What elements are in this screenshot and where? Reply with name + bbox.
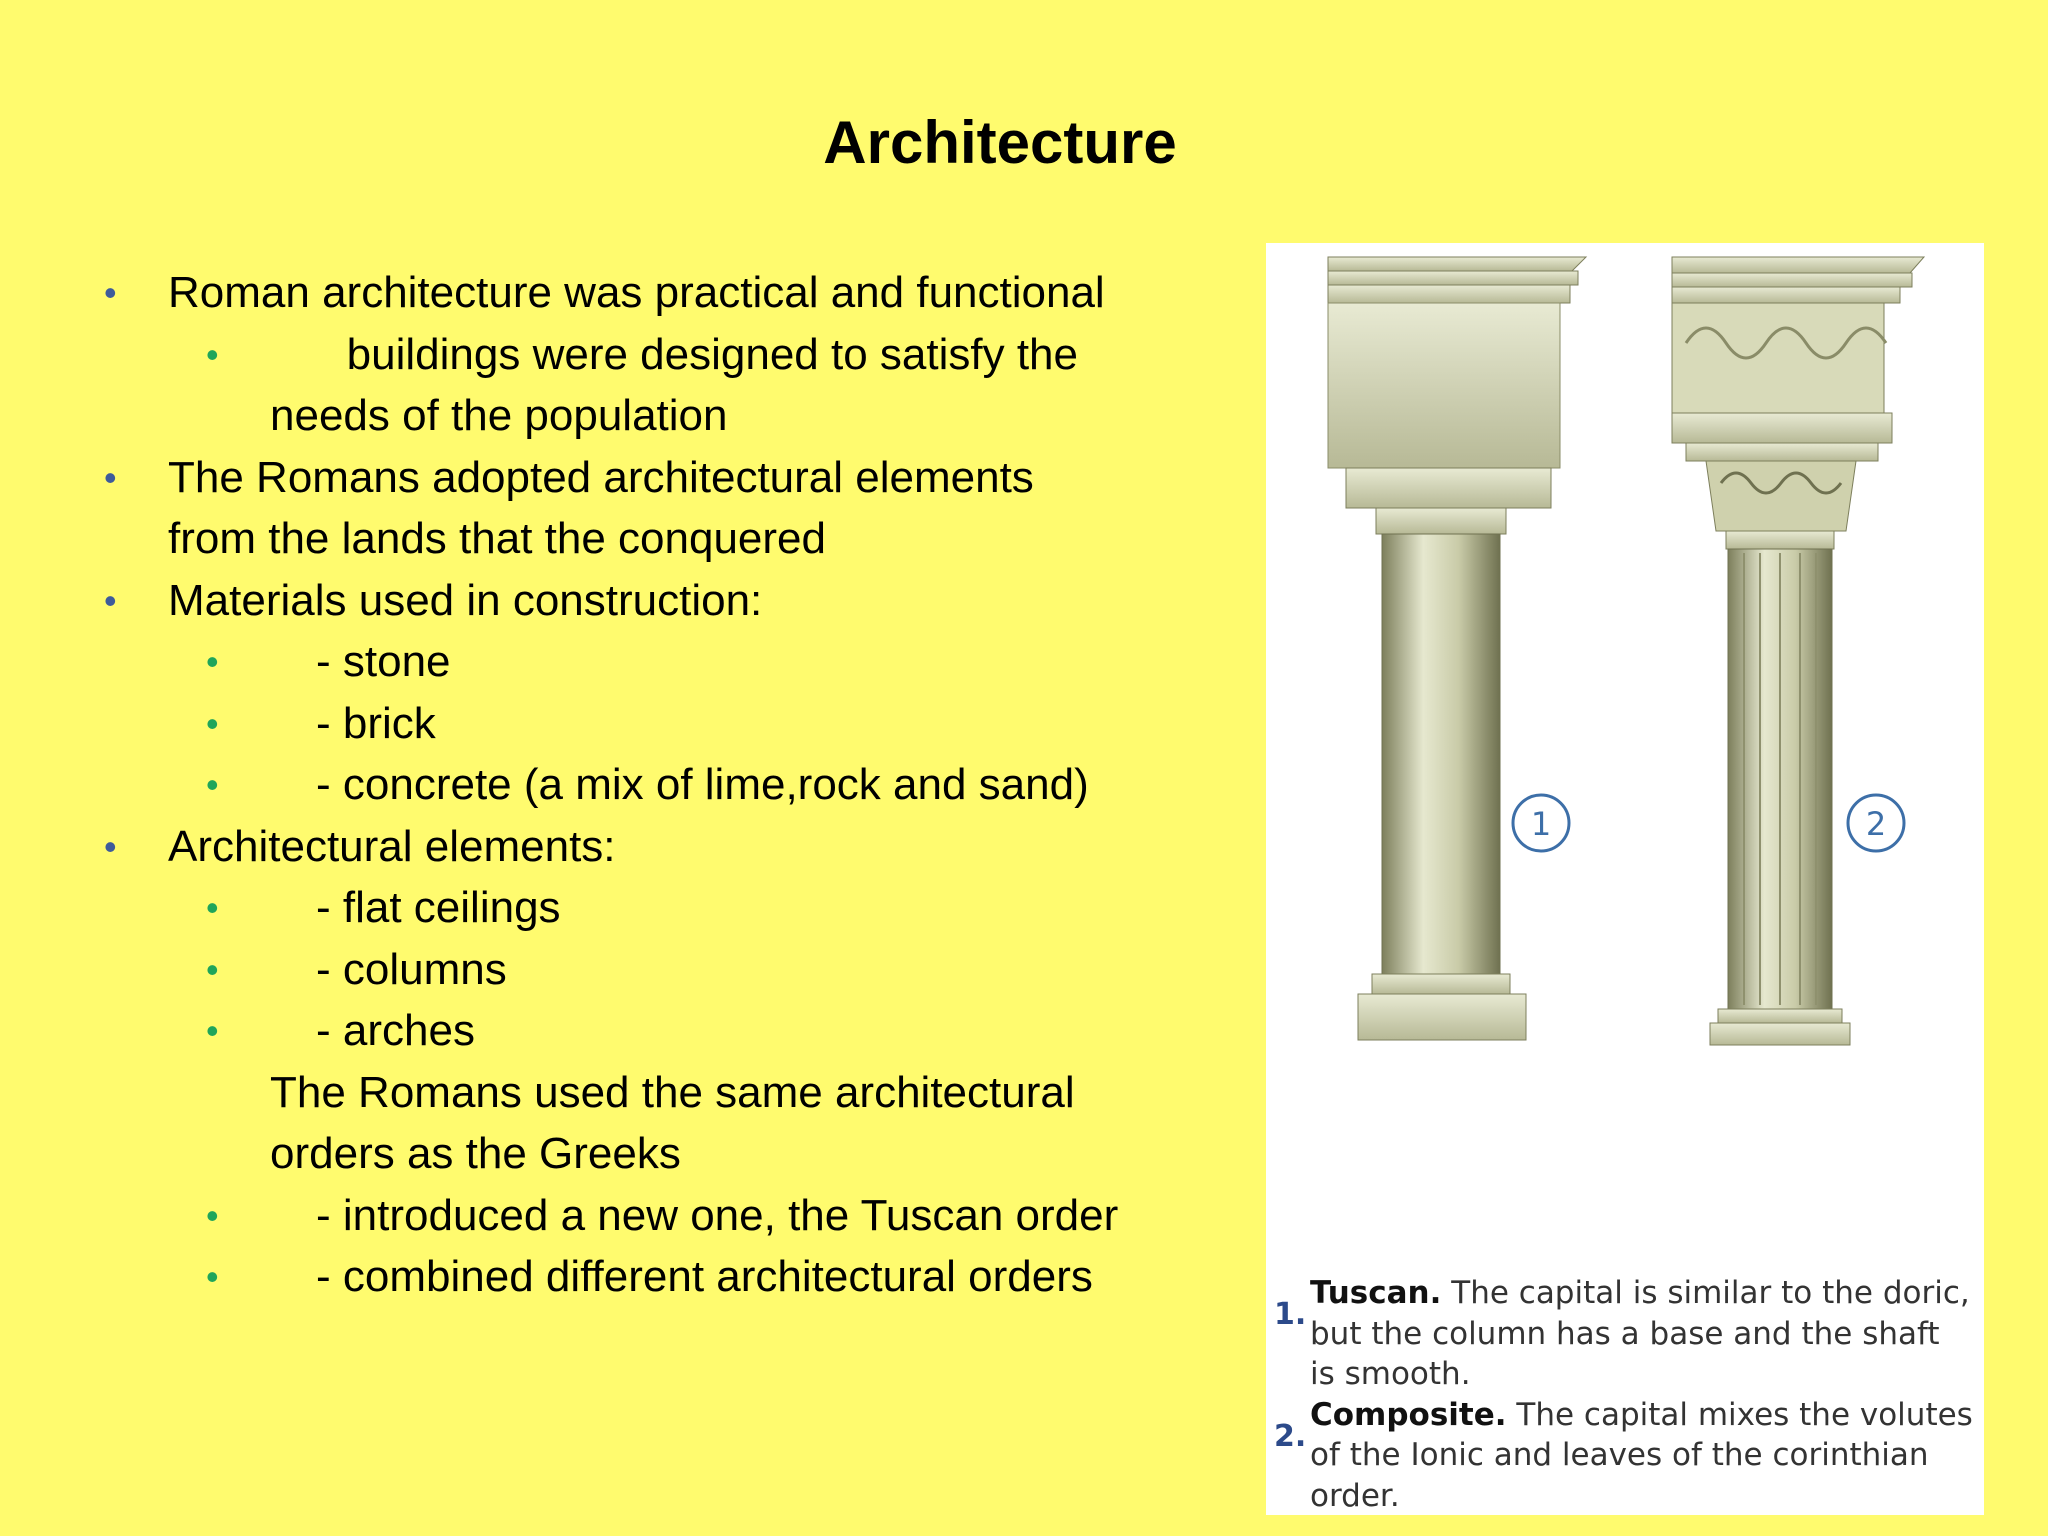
list-item-text: - flat ceilings: [316, 883, 561, 932]
list-item: [100, 816, 1260, 878]
list-item: [100, 939, 1260, 1001]
caption-composite: [1274, 1395, 1974, 1517]
label-1-text: 1: [1530, 805, 1552, 843]
list-item-text: Architectural elements:: [168, 821, 616, 871]
list-item: [100, 1185, 1260, 1247]
list-item: [100, 262, 1260, 324]
bullet-list: [100, 262, 1260, 1308]
list-item: [100, 447, 1260, 509]
bullet-icon: •: [104, 825, 117, 867]
list-item: [100, 508, 1260, 570]
list-item-text: - combined different architectural orders: [316, 1252, 1093, 1301]
caption-tuscan: [1274, 1273, 1974, 1395]
list-item: [100, 1000, 1260, 1062]
list-item-text: Roman architecture was practical and functional: [168, 268, 1105, 317]
list-item-text: buildings were designed to satisfy the: [310, 329, 1079, 379]
list-item-text: - brick: [316, 698, 436, 748]
list-item-text: The Romans used the same architectural: [270, 1067, 1075, 1117]
slide-title: Architecture: [823, 109, 1177, 176]
figure-caption: [1274, 1273, 1974, 1516]
caption-heading: Composite.: [1310, 1396, 1507, 1433]
list-item: [100, 1062, 1260, 1124]
bullet-icon: •: [104, 272, 117, 313]
list-item: [100, 754, 1260, 816]
list-item: [100, 1246, 1260, 1308]
bullet-icon: •: [104, 456, 117, 498]
caption-text: The capital mixes the volutes of the Ionic and leaves of the corinthian order.: [1310, 1396, 1973, 1514]
list-item-text: - columns: [316, 944, 507, 994]
caption-number: 1.: [1274, 1297, 1307, 1332]
composite-column-icon: [1672, 257, 1924, 1045]
label-2-text: 2: [1865, 805, 1887, 843]
list-item: [100, 1123, 1260, 1185]
list-item: [100, 631, 1260, 693]
columns-illustration: [1266, 243, 1984, 1273]
bullet-icon: •: [206, 1010, 219, 1051]
bullet-icon: •: [206, 764, 219, 805]
list-item: [100, 324, 1260, 386]
bullet-icon: •: [104, 579, 117, 621]
tuscan-column-icon: [1328, 257, 1586, 1040]
bullet-icon: •: [206, 641, 219, 682]
bullet-icon: •: [206, 1256, 219, 1297]
caption-number: 2.: [1274, 1418, 1307, 1454]
list-item: [100, 693, 1260, 755]
bullet-icon: •: [206, 887, 219, 928]
label-2-icon: [1848, 795, 1904, 851]
list-item: [100, 570, 1260, 632]
column-orders-figure: [1266, 243, 1984, 1515]
bullet-icon: •: [206, 1194, 219, 1236]
label-1-icon: [1513, 795, 1569, 851]
list-item-text: - introduced a new one, the Tuscan order: [316, 1190, 1119, 1240]
list-item: [100, 385, 1260, 447]
list-item-text: needs of the population: [270, 391, 728, 440]
list-item-text: The Romans adopted architectural elements: [168, 452, 1034, 502]
bullet-icon: •: [206, 702, 219, 744]
list-item-text: - stone: [316, 637, 451, 686]
list-item-text: orders as the Greeks: [270, 1129, 681, 1178]
bullet-icon: •: [206, 333, 219, 375]
list-item-text: from the lands that the conquered: [168, 514, 826, 563]
caption-text: The capital is similar to the doric, but the column has a base and the shaft is smooth.: [1310, 1275, 1970, 1392]
list-item-text: - arches: [316, 1006, 475, 1055]
list-item-text: - concrete (a mix of lime,rock and sand): [316, 760, 1089, 809]
caption-heading: Tuscan.: [1310, 1275, 1442, 1311]
list-item-text: Materials used in construction:: [168, 575, 763, 625]
bullet-icon: •: [206, 948, 219, 990]
list-item: [100, 877, 1260, 939]
